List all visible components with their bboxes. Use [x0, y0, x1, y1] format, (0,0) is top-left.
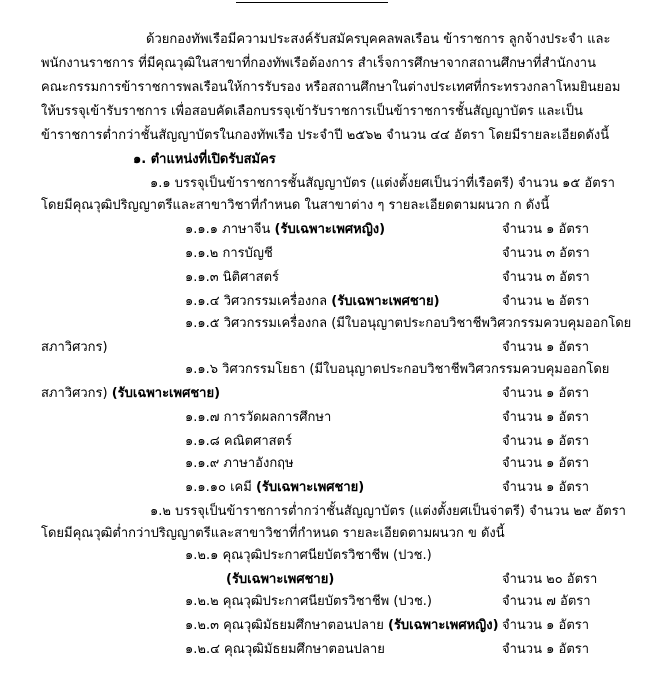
s11-line-2: โดยมีคุณวุฒิปริญญาตรีและสาขาวิชาที่กำหนด ในสาขาต่าง ๆ รายละเอียดตามผนวก ก ดังนี้	[41, 198, 550, 213]
item-count: จำนวน ๑ อัตรา	[502, 618, 590, 633]
intro-line-5: ข้าราชการต่ำกว่าชั้นสัญญาบัตรในกองทัพเรือ ประจำปี ๒๕๖๒ จำนวน ๔๔ อัตรา โดยมีรายละเอียดดังนี้	[41, 128, 610, 143]
item-note: (รับเฉพาะเพศชาย)	[255, 480, 365, 495]
s12-line-1: ๑.๒ บรรจุเป็นข้าราชการต่ำกว่าชั้นสัญญาบัตร (แต่งตั้งยศเป็นจ่าตรี) จำนวน ๒๙ อัตรา	[150, 504, 626, 519]
item-count: จำนวน ๑ อัตรา	[502, 340, 590, 355]
item-note: (รับเฉพาะเพศหญิง)	[388, 618, 499, 633]
item-label: ๑.๑.๖ วิศวกรรมโยธา (มีใบอนุญาตประกอบวิชาชีพวิศวกรรมควบคุม	[185, 362, 563, 377]
item-1-2-1: ๑.๒.๑ คุณวุฒิประกาศนียบัตรวิชาชีพ (ปวช.)	[185, 548, 432, 563]
item-1-1-6	[185, 360, 610, 380]
item-1-1-5	[185, 314, 632, 334]
item-1-1-2: ๑.๑.๒ การบัญชี	[185, 246, 273, 261]
item-1-1-5-cont: สภาวิศวกร)	[41, 340, 108, 355]
item-1-2-3	[185, 616, 499, 636]
item-label: ๑.๑.๕ วิศวกรรมเครื่องกล (มีใบอนุญาตประกอบวิชาชีพวิศวกรรมควบคุม	[185, 316, 585, 331]
item-1-1-1	[185, 220, 385, 240]
item-count: จำนวน ๒๐ อัตรา	[502, 572, 598, 587]
item-note: (รับเฉพาะเพศหญิง)	[274, 222, 386, 237]
item-count: จำนวน ๑ อัตรา	[502, 480, 590, 495]
top-rule	[236, 2, 388, 3]
item-1-1-7: ๑.๑.๗ การวัดผลการศึกษา	[185, 410, 332, 425]
s12-line-2: โดยมีคุณวุฒิต่ำกว่าปริญญาตรีและสาขาวิชาที่กำหนด รายละเอียดตามผนวก ข ดังนี้	[41, 526, 505, 541]
item-count: จำนวน ๑ อัตรา	[502, 222, 590, 237]
item-1-1-10	[185, 478, 364, 498]
item-note: (รับเฉพาะเพศชาย)	[331, 294, 440, 309]
item-count: จำนวน ๓ อัตรา	[502, 246, 590, 261]
item-count: จำนวน ๑ อัตรา	[502, 456, 590, 471]
item-label-end: ออกโดย	[584, 316, 632, 331]
item-label: ๑.๑.๑๐ เคมี	[185, 480, 252, 495]
item-1-1-6-cont	[41, 384, 220, 404]
item-1-1-3: ๑.๑.๓ นิติศาสตร์	[185, 270, 280, 285]
item-label: ๑.๒.๓ คุณวุฒิมัธยมศึกษาตอนปลาย	[185, 618, 384, 633]
item-1-1-8: ๑.๑.๘ คณิตศาสตร์	[185, 434, 293, 449]
item-label: ๑.๑.๑ ภาษาจีน	[185, 222, 271, 237]
item-count: จำนวน ๑ อัตรา	[502, 410, 590, 425]
item-1-2-2: ๑.๒.๒ คุณวุฒิประกาศนียบัตรวิชาชีพ (ปวช.)	[185, 594, 433, 609]
item-1-2-4: ๑.๒.๔ คุณวุฒิมัธยมศึกษาตอนปลาย	[185, 642, 385, 657]
intro-line-4: ให้บรรจุเข้ารับราชการ เพื่อสอบคัดเลือกบรรจุเข้ารับราชการเป็นข้าราชการชั้นสัญญาบัตร และเป็น	[41, 104, 583, 119]
s11-line-1: ๑.๑ บรรจุเป็นข้าราชการชั้นสัญญาบัตร (แต่งตั้งยศเป็นว่าที่เรือตรี) จำนวน ๑๕ อัตรา	[150, 176, 615, 191]
item-note: (รับเฉพาะเพศชาย)	[226, 572, 335, 587]
section-heading: ๑. ตำแหน่งที่เปิดรับสมัคร	[133, 152, 276, 167]
item-count: จำนวน ๑ อัตรา	[502, 434, 590, 449]
item-1-1-4	[185, 292, 440, 312]
item-count: จำนวน ๗ อัตรา	[502, 594, 591, 609]
intro-line-1: ด้วยกองทัพเรือมีความประสงค์รับสมัครบุคคลพลเรือน ข้าราชการ ลูกจ้างประจำ และ	[146, 32, 611, 47]
item-note: (รับเฉพาะเพศชาย)	[111, 386, 221, 401]
item-count: จำนวน ๑ อัตรา	[502, 642, 590, 657]
item-1-1-9: ๑.๑.๙ ภาษาอังกฤษ	[185, 456, 294, 471]
intro-line-3: คณะกรรมการข้าราชการพลเรือนให้การรับรอง หรือสถานศึกษาในต่างประเทศที่กระทรวงกลาโหมยินยอม	[41, 80, 621, 95]
item-label: สภาวิศวกร)	[41, 386, 108, 401]
item-count: จำนวน ๒ อัตรา	[502, 294, 590, 309]
item-count: จำนวน ๓ อัตรา	[502, 270, 590, 285]
item-count: จำนวน ๑ อัตรา	[502, 386, 590, 401]
item-label-end: ออกโดย	[562, 362, 610, 377]
item-label: ๑.๑.๔ วิศวกรรมเครื่องกล	[185, 294, 328, 309]
intro-line-2: พนักงานราชการ ที่มีคุณวุฒิในสาขาที่กองทัพเรือต้องการ สำเร็จการศึกษาจากสถานศึกษาที่สำนักงาน	[41, 56, 596, 71]
